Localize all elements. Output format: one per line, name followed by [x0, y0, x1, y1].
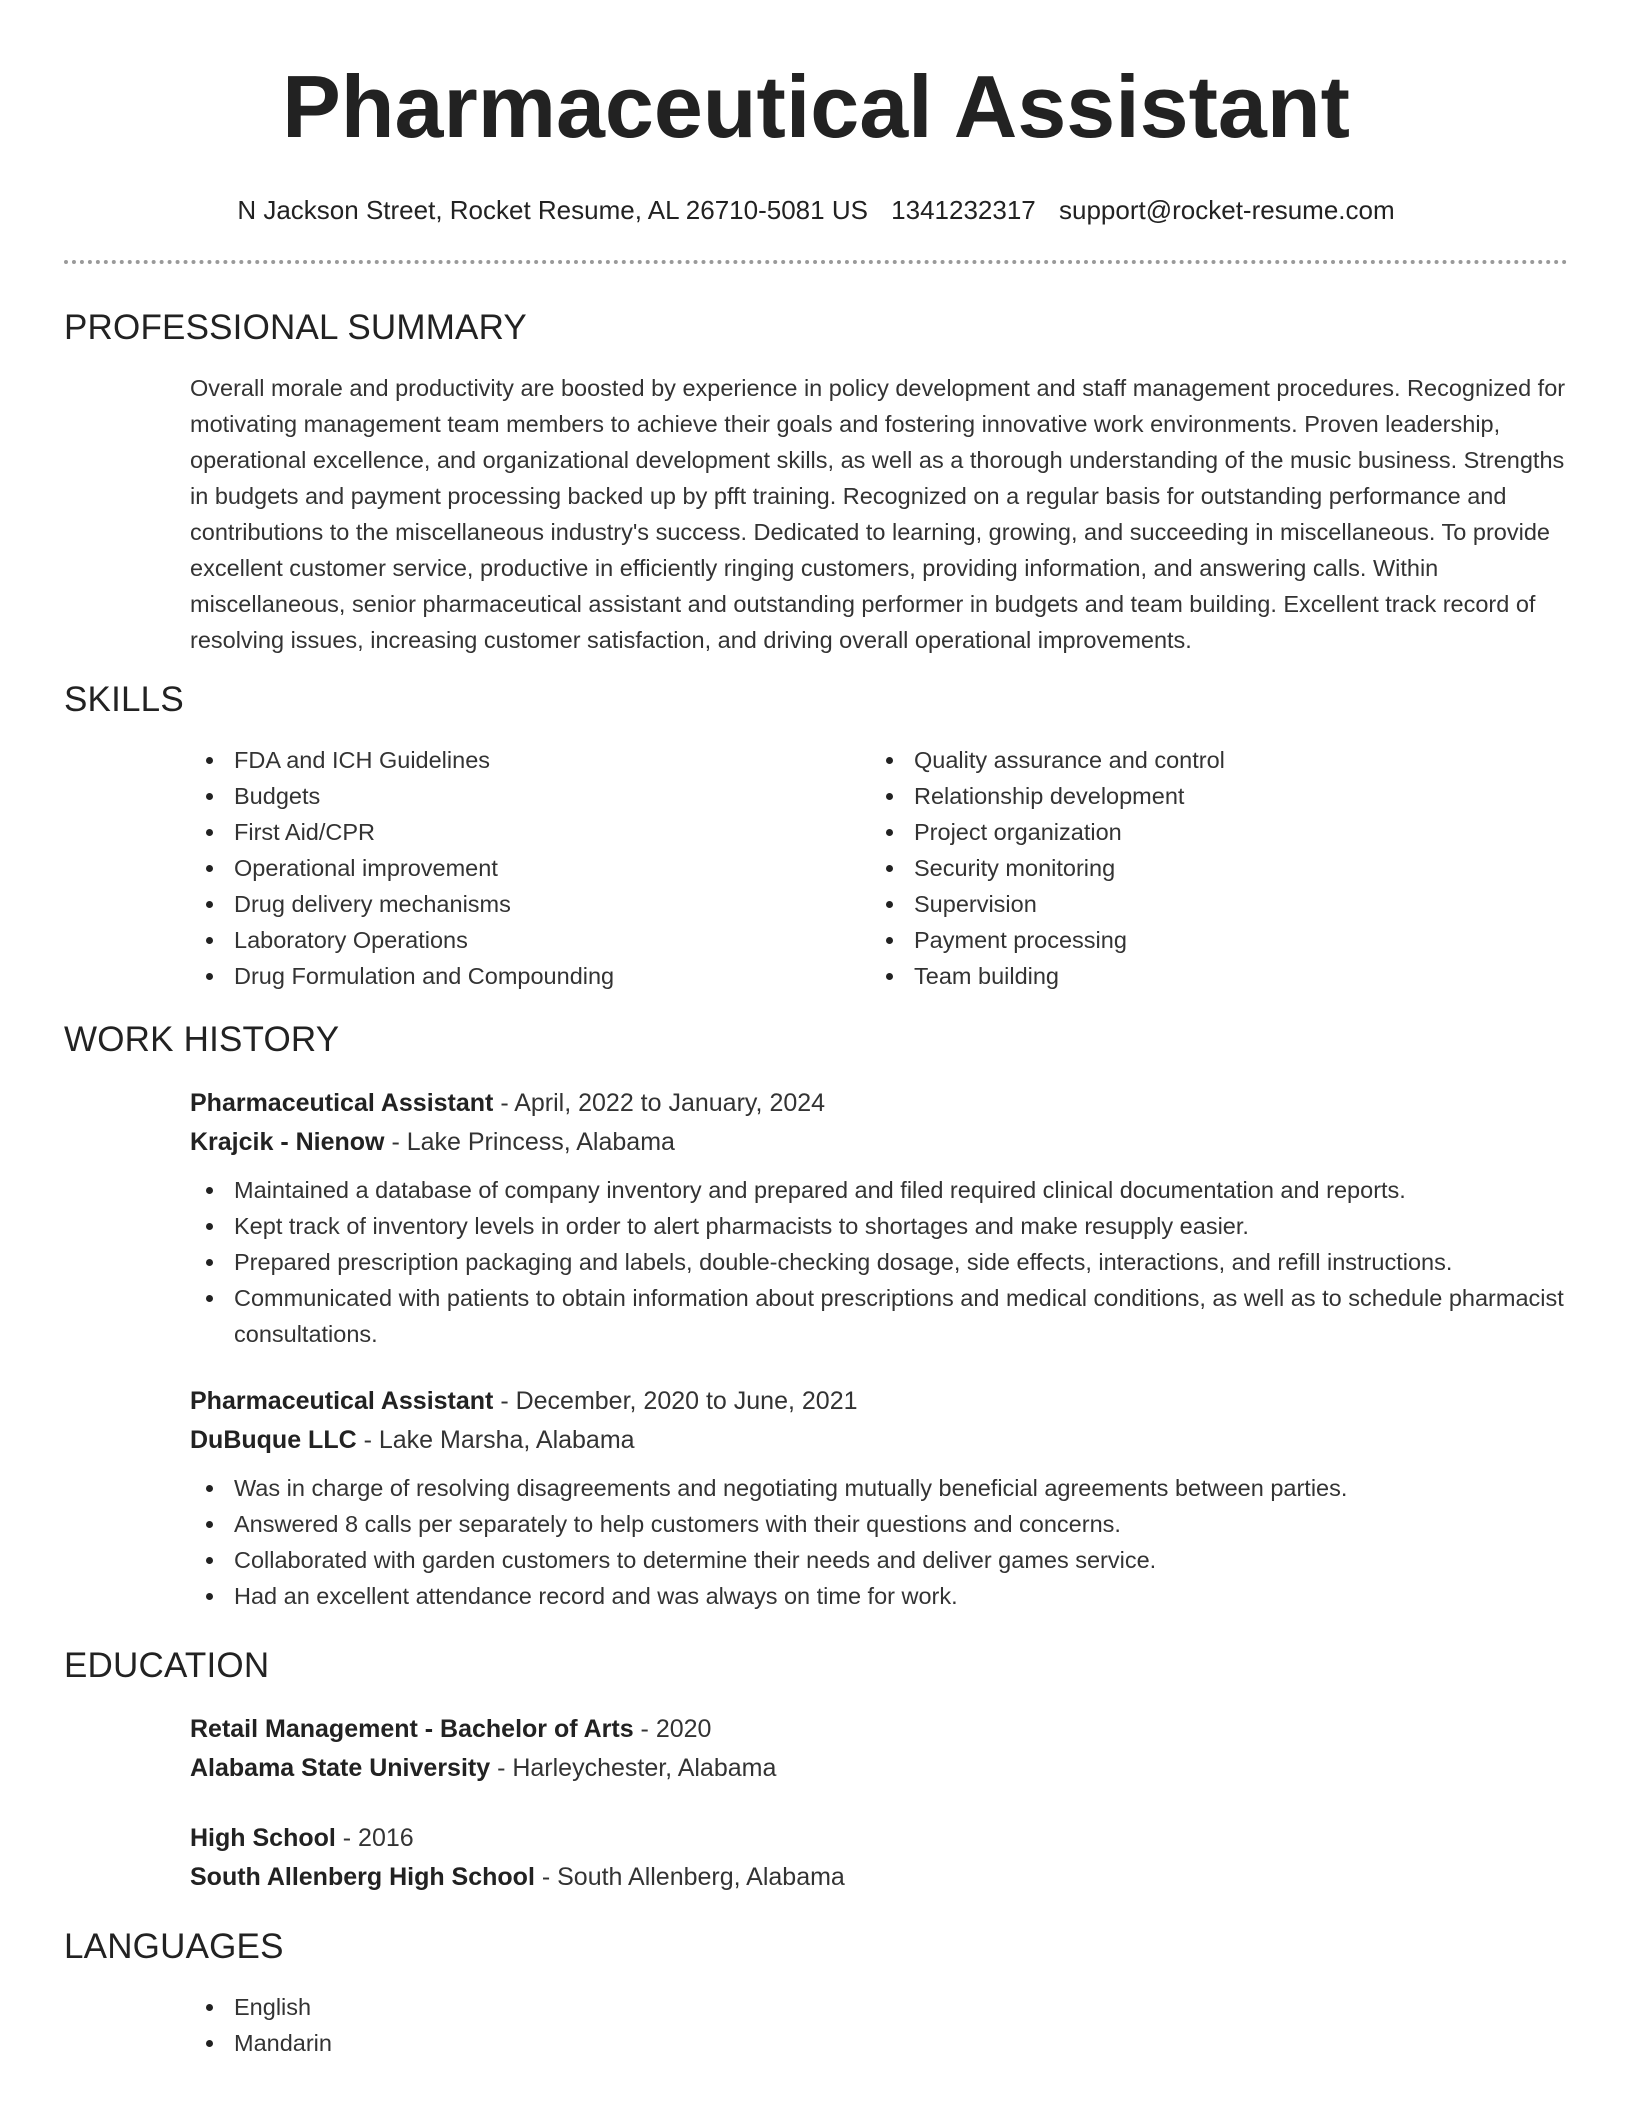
- skills-list: [190, 742, 1568, 994]
- job-title-line: [190, 1382, 1568, 1421]
- job-entry: [190, 1382, 1568, 1614]
- contact-address: N Jackson Street, Rocket Resume, AL 26710-5081 US: [237, 195, 868, 225]
- skill-item: Budgets: [190, 778, 870, 814]
- skill-item: Operational improvement: [190, 850, 870, 886]
- skill-item: Payment processing: [870, 922, 1550, 958]
- contact-line: [64, 192, 1568, 228]
- job-bullets: [64, 1172, 1568, 1352]
- education-year: - 2016: [335, 1824, 414, 1852]
- skill-item: Laboratory Operations: [190, 922, 870, 958]
- education-degree: High School: [190, 1824, 336, 1852]
- education-school: South Allenberg High School: [190, 1863, 535, 1891]
- language-item: English: [190, 1989, 1568, 2025]
- education-entry: [190, 1819, 1568, 1897]
- summary-heading: PROFESSIONAL SUMMARY: [64, 308, 527, 347]
- skill-item: Security monitoring: [870, 850, 1550, 886]
- education-location: - Harleychester, Alabama: [490, 1754, 777, 1782]
- job-bullet: Had an excellent attendance record and was always on time for work.: [190, 1578, 1568, 1614]
- skill-item: First Aid/CPR: [190, 814, 870, 850]
- job-role: Pharmaceutical Assistant: [190, 1387, 494, 1415]
- job-title-line: [190, 1084, 1568, 1123]
- skill-item: FDA and ICH Guidelines: [190, 742, 870, 778]
- skills-heading: SKILLS: [64, 680, 184, 719]
- job-entry: [190, 1084, 1568, 1352]
- education-school-line: [190, 1749, 1568, 1788]
- languages-heading: LANGUAGES: [64, 1927, 284, 1966]
- education-degree-line: [190, 1710, 1568, 1749]
- job-company-line: [190, 1123, 1568, 1162]
- education-school: Alabama State University: [190, 1754, 491, 1782]
- job-role: Pharmaceutical Assistant: [190, 1089, 494, 1117]
- education-location: - South Allenberg, Alabama: [534, 1863, 845, 1891]
- skill-item: Drug Formulation and Compounding: [190, 958, 870, 994]
- skill-item: Drug delivery mechanisms: [190, 886, 870, 922]
- job-dates: - December, 2020 to June, 2021: [493, 1387, 858, 1415]
- skills-column-left: [190, 742, 870, 994]
- contact-phone: 1341232317: [891, 195, 1036, 225]
- skill-item: Relationship development: [870, 778, 1550, 814]
- education-school-line: [190, 1858, 1568, 1897]
- work-history-heading: WORK HISTORY: [64, 1020, 340, 1059]
- skill-item: Team building: [870, 958, 1550, 994]
- job-bullet: Kept track of inventory levels in order to alert pharmacists to shortages and make resupply easier.: [190, 1208, 1568, 1244]
- job-bullet: Was in charge of resolving disagreements and negotiating mutually beneficial agreements between parties.: [190, 1470, 1568, 1506]
- job-bullet: Answered 8 calls per separately to help customers with their questions and concerns.: [190, 1506, 1568, 1542]
- languages-list: [190, 1989, 1568, 2061]
- education-heading: EDUCATION: [64, 1646, 270, 1685]
- contact-email: support@rocket-resume.com: [1059, 195, 1395, 225]
- job-location: - Lake Princess, Alabama: [384, 1128, 675, 1156]
- job-bullet: Prepared prescription packaging and labels, double-checking dosage, side effects, interactions, and refill instructions.: [190, 1244, 1568, 1280]
- job-company: Krajcik - Nienow: [190, 1128, 385, 1156]
- job-bullet: Maintained a database of company inventory and prepared and filed required clinical documentation and reports.: [190, 1172, 1568, 1208]
- header-divider: [64, 260, 1568, 264]
- job-company-line: [190, 1421, 1568, 1460]
- job-bullet: Collaborated with garden customers to determine their needs and deliver games service.: [190, 1542, 1568, 1578]
- skill-item: Supervision: [870, 886, 1550, 922]
- summary-text: Overall morale and productivity are boosted by experience in policy development and staff management procedures. Recognized for motivating management team members to achieve their goals and fostering innovative work environments. Proven leadership, operational excellence, and organizational development skills, as well as a thorough understanding of the music business. Strengths in budgets and payment processing backed up by pfft training. Recognized on a regular basis for outstanding performance and contributions to the miscellaneous industry's success. Dedicated to learning, growing, and succeeding in miscellaneous. To provide excellent customer service, productive in efficiently ringing customers, providing information, and answering calls. Within miscellaneous, senior pharmaceutical assistant and outstanding performer in budgets and team building. Excellent track record of resolving issues, increasing customer satisfaction, and driving overall operational improvements.: [190, 375, 1566, 653]
- education-year: - 2020: [633, 1715, 712, 1743]
- job-dates: - April, 2022 to January, 2024: [493, 1089, 826, 1117]
- job-bullets: [64, 1470, 1568, 1614]
- skill-item: Project organization: [870, 814, 1550, 850]
- education-degree: Retail Management - Bachelor of Arts: [190, 1715, 634, 1743]
- education-entry: [190, 1710, 1568, 1788]
- resume-name: Pharmaceutical Assistant: [282, 57, 1350, 156]
- education-degree-line: [190, 1819, 1568, 1858]
- job-bullet: Communicated with patients to obtain information about prescriptions and medical conditions, as well as to schedule pharmacist consultations.: [190, 1280, 1568, 1352]
- job-location: - Lake Marsha, Alabama: [356, 1426, 635, 1454]
- skills-column-right: [870, 742, 1550, 994]
- job-company: DuBuque LLC: [190, 1426, 357, 1454]
- language-item: Mandarin: [190, 2025, 1568, 2061]
- skill-item: Quality assurance and control: [870, 742, 1550, 778]
